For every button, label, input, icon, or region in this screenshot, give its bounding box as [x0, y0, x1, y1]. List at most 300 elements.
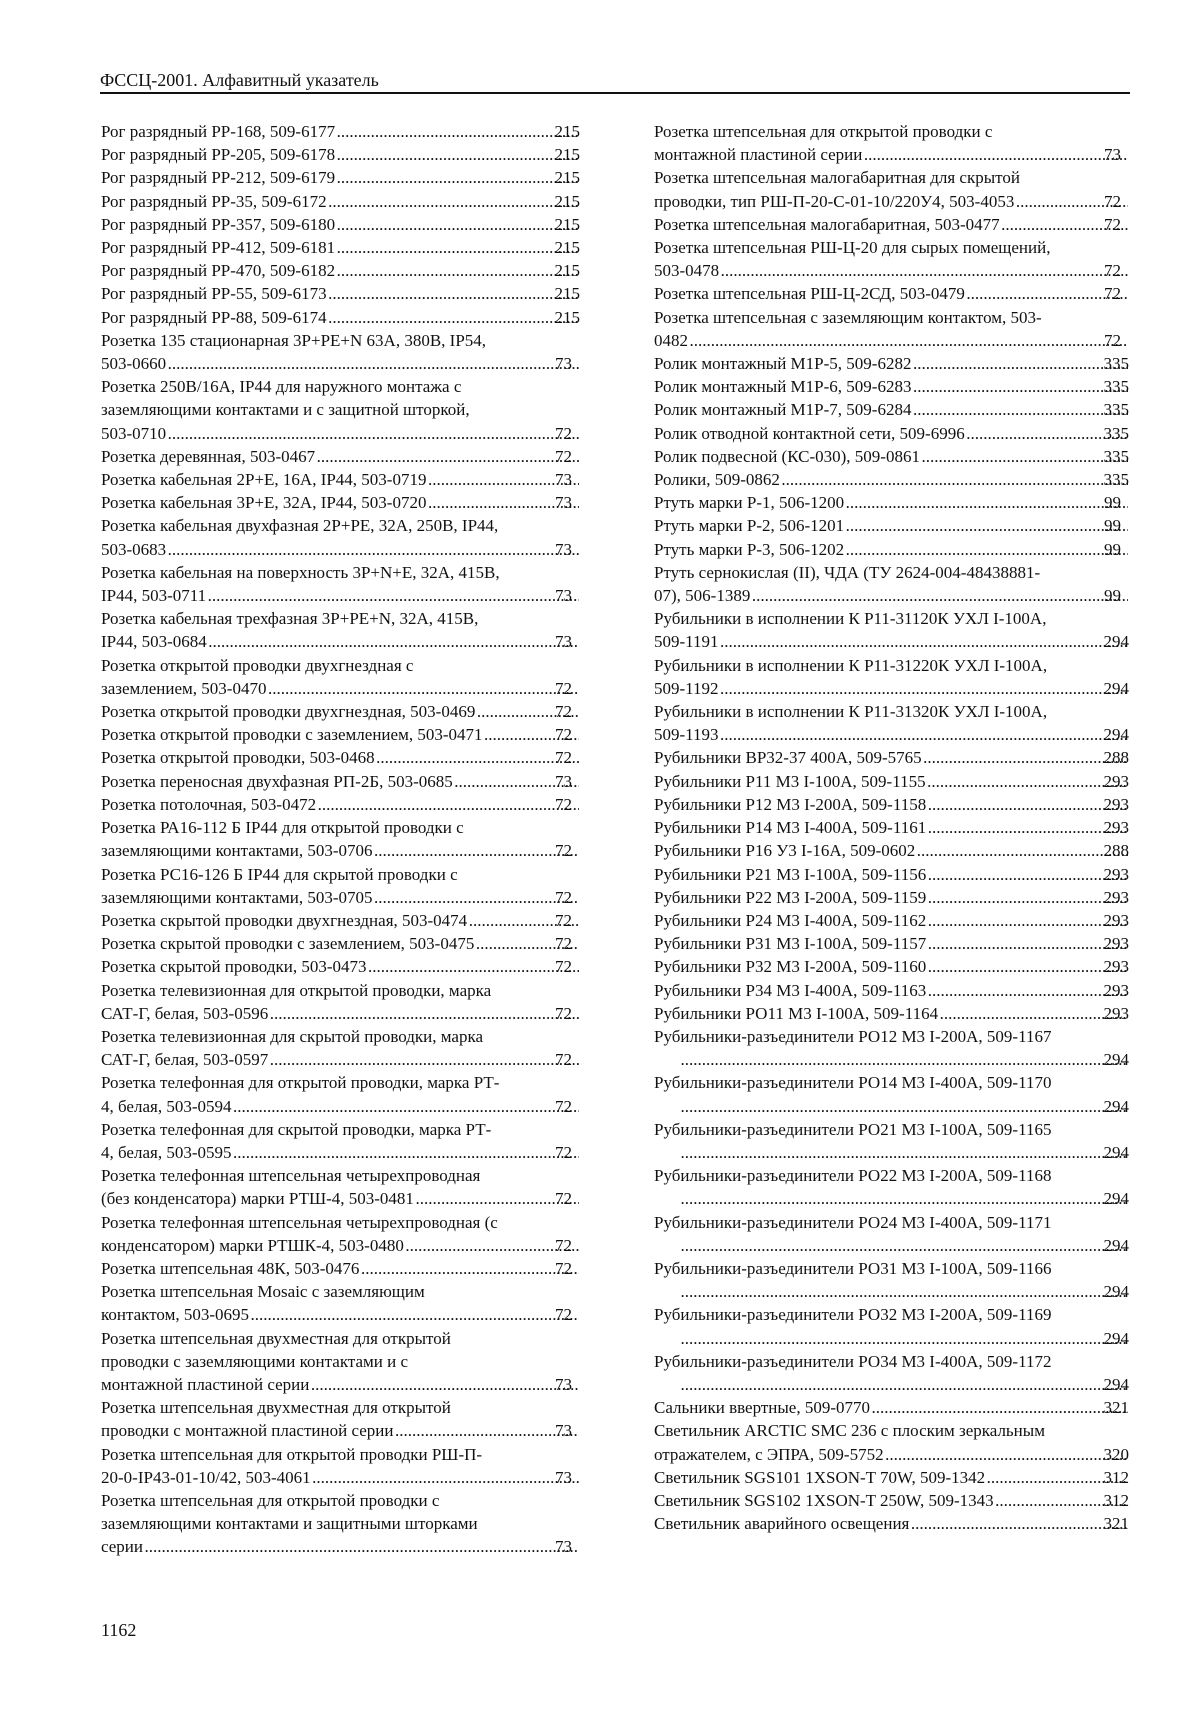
dot-leader [310, 1373, 579, 1396]
entry-last-line [679, 1327, 1129, 1350]
index-entry [101, 166, 580, 189]
dot-leader [317, 793, 579, 816]
dot-leader [927, 909, 1127, 932]
entry-last-line [654, 375, 1129, 398]
entry-text: Ролик монтажный М1Р-6, 509-6283 [654, 377, 912, 397]
dot-leader [927, 932, 1127, 955]
index-entry [654, 1350, 1129, 1396]
index-entry [654, 816, 1129, 839]
entry-last-line [654, 932, 1129, 955]
entry-last-line: Ртуть марки Р-1, 506-1200 ..... 99 [679, 491, 1129, 514]
page-number: 1162 [101, 1620, 137, 1640]
entry-text: Розетка скрытой проводки двухгнездная, 503-0474 [101, 910, 468, 930]
index-entry [654, 514, 1129, 537]
entry-text: 509-1191 [654, 632, 719, 652]
entry-text-line: Рубильники-разъединители РО34 М3 I-400А, 509-1172 [654, 1351, 1052, 1371]
dot-leader [144, 1535, 579, 1558]
entry-text-line: Светильник ARCTIC SMC 236 с плоским зеркальным [654, 1421, 1045, 1441]
index-entry [654, 839, 1129, 862]
entry-page-ref: 293 [1103, 1003, 1129, 1023]
entry-text: IP44, 503-0684 [101, 632, 207, 652]
dot-leader [845, 491, 1128, 514]
entry-text: Ртуть марки Р-3, 506-1202 [654, 539, 845, 559]
entry-page-ref: 294 [1103, 1096, 1129, 1116]
entry-page-ref: 321 [1103, 1514, 1129, 1534]
entry-last-line: заземляющими контактами, 503-0706 ..... 72 [126, 839, 580, 862]
entry-page-ref: 288 [1103, 748, 1129, 768]
entry-page-ref: 293 [1103, 794, 1129, 814]
entry-page-ref: 335 [1103, 470, 1129, 490]
entry-text-line: Розетка штепсельная для открытой проводки с [654, 122, 993, 141]
entry-last-line: контактом, 503-0695 ..... 72 [126, 1303, 580, 1326]
entry-last-line: проводки, тип РШ-П-20-С-01-10/220У4, 503-4053 ..... 72 [679, 190, 1129, 213]
dot-leader [720, 630, 1128, 653]
index-entry [101, 654, 580, 700]
entry-text-line: Розетка телефонная для открытой проводки, марка РТ- [101, 1073, 500, 1093]
entry-last-line [654, 909, 1129, 932]
entry-page-ref: 312 [1103, 1467, 1129, 1487]
entry-page-ref: 294 [1103, 1374, 1129, 1394]
entry-page-ref: 293 [1103, 771, 1129, 791]
dot-leader [316, 445, 579, 468]
entry-text-line: Розетка телевизионная для скрытой проводки, марка [101, 1026, 484, 1046]
entry-last-line [101, 306, 580, 329]
dot-leader [916, 839, 1127, 862]
entry-last-line: 07), 506-1389 ..... 99 [679, 584, 1129, 607]
entry-page-ref: 294 [1103, 1189, 1129, 1209]
entry-page-ref: 294 [1103, 1142, 1129, 1162]
index-entry [654, 1071, 1129, 1117]
entry-text: контактом, 503-0695 [101, 1305, 250, 1325]
index-entry [654, 1303, 1129, 1349]
entry-page-ref: 293 [1103, 934, 1129, 954]
entry-page-ref: 335 [1103, 377, 1129, 397]
entry-text: 503-0478 [654, 261, 720, 281]
entry-text: 503-0683 [101, 539, 167, 559]
index-entry [101, 700, 580, 723]
entry-page-ref: 293 [1103, 864, 1129, 884]
index-entry [654, 1512, 1129, 1535]
entry-text-line: Розетка штепсельная Mosaic с заземляющим [101, 1282, 425, 1302]
index-entry [101, 816, 580, 862]
entry-text-line: Рубильники-разъединители РО14 М3 I-400А, 509-1170 [654, 1073, 1052, 1093]
entry-text: Рубильники Р16 У3 I-16А, 509-0602 [654, 841, 916, 861]
entry-last-line [654, 1396, 1129, 1419]
entry-last-line [654, 1466, 1129, 1489]
entry-text: Ролики, 509-0862 [654, 470, 780, 490]
dot-leader [312, 1466, 579, 1489]
entry-text: Ролик монтажный М1Р-7, 509-6284 [654, 400, 912, 420]
dot-leader [927, 770, 1128, 793]
entry-page-ref: 215 [554, 307, 580, 327]
entry-text: Розетка штепсельная 48К, 503-0476 [101, 1258, 360, 1278]
entry-text: Розетка открытой проводки двухгнездная, 503-0469 [101, 702, 476, 722]
dot-leader [336, 259, 578, 282]
dot-leader [336, 166, 578, 189]
entry-page-ref: 294 [1103, 725, 1129, 745]
entry-text: Розетка потолочная, 503-0472 [101, 794, 317, 814]
dot-leader [912, 375, 1127, 398]
entry-last-line: 0482 ..... 72 [679, 329, 1129, 352]
index-entry [101, 909, 580, 932]
dot-leader [680, 1280, 1128, 1303]
entry-last-line [654, 863, 1129, 886]
entry-last-line [654, 770, 1129, 793]
entry-last-line [101, 236, 580, 259]
index-entry [101, 1164, 580, 1210]
entry-last-line: 4, белая, 503-0595 ..... 72 [126, 1141, 580, 1164]
entry-page-ref: 215 [554, 168, 580, 188]
entry-text: 4, белая, 503-0594 [101, 1096, 232, 1116]
entry-last-line [101, 282, 580, 305]
entry-page-ref: 293 [1103, 818, 1129, 838]
dot-leader [923, 746, 1128, 769]
entry-last-line: монтажной пластиной серии ..... 73 [679, 143, 1129, 166]
entry-last-line [101, 213, 580, 236]
dot-leader [394, 1419, 579, 1442]
entry-last-line: конденсатором) марки РТШК-4, 503-0480 ..... 72 [126, 1234, 580, 1257]
index-entry [101, 1443, 580, 1489]
dot-leader [912, 352, 1127, 375]
entry-last-line: проводки с монтажной пластиной серии ..... 73 [126, 1419, 580, 1442]
dot-leader [336, 236, 578, 259]
dot-leader [405, 1234, 579, 1257]
index-entry [101, 1118, 580, 1164]
dot-leader [751, 584, 1128, 607]
index-entry [101, 770, 580, 793]
running-header: ФССЦ-2001. Алфавитный указатель [100, 70, 1130, 94]
entry-text: конденсатором) марки РТШК-4, 503-0480 [101, 1235, 404, 1255]
entry-page-ref: 293 [1103, 887, 1129, 907]
dot-leader [720, 723, 1128, 746]
entry-page-ref: 335 [1103, 446, 1129, 466]
index-entry [654, 955, 1129, 978]
entry-text-line: Розетка штепсельная двухместная для открытой [101, 1328, 451, 1348]
index-entry [101, 979, 580, 1025]
entry-last-line: заземляющими контактами, 503-0705 ..... 72 [126, 886, 580, 909]
dot-leader [680, 1095, 1128, 1118]
entry-text: Розетка открытой проводки с заземлением, 503-0471 [101, 725, 483, 745]
index-entry [654, 468, 1129, 491]
dot-leader [927, 863, 1127, 886]
index-entry [101, 863, 580, 909]
entry-text: 0482 [654, 330, 688, 350]
entry-last-line [654, 352, 1129, 375]
index-entry [101, 259, 580, 282]
index-entry [101, 213, 580, 236]
entry-last-line: Розетка переносная двухфазная РП-2Б, 503-0685 ..... 73 [126, 770, 580, 793]
entry-last-line: Розетка открытой проводки, 503-0468 ..... 72 [126, 746, 580, 769]
entry-page-ref: 215 [554, 191, 580, 211]
dot-leader [336, 120, 578, 143]
entry-last-line: Розетка кабельная 3Р+Е, 32А, IP44, 503-0720 ..... 73 [126, 491, 580, 514]
dot-leader [367, 955, 579, 978]
dot-leader [927, 816, 1127, 839]
index-entry [654, 306, 1129, 352]
entry-page-ref: 294 [1103, 1235, 1129, 1255]
entry-text-line: проводки с заземляющими контактами и с [101, 1351, 409, 1371]
index-entry [654, 352, 1129, 375]
entry-text: Рог разрядный РР-168, 509-6177 [101, 122, 336, 141]
index-column-right [654, 120, 1129, 1535]
entry-last-line: Розетка скрытой проводки, 503-0473 ..... 72 [126, 955, 580, 978]
entry-text: отражателем, с ЭПРА, 509-5752 [654, 1444, 884, 1464]
entry-page-ref: 335 [1103, 354, 1129, 374]
dot-leader [336, 213, 578, 236]
index-entry [654, 793, 1129, 816]
entry-text-line: Рубильники-разъединители РО32 М3 I-200А, 509-1169 [654, 1305, 1052, 1325]
dot-leader [927, 793, 1127, 816]
dot-leader [689, 329, 1128, 352]
index-entry [101, 1327, 580, 1397]
dot-leader [680, 1187, 1128, 1210]
index-entry [654, 491, 1129, 514]
entry-text-line: заземляющими контактами и с защитной шторкой, [101, 400, 470, 420]
entry-last-line: Розетка скрытой проводки двухгнездная, 503-0474 ..... 72 [126, 909, 580, 932]
entry-page-ref: 321 [1103, 1398, 1129, 1418]
entry-last-line: 503-0710 ..... 72 [126, 422, 580, 445]
entry-text-line: Розетка штепсельная с заземляющим контактом, 503- [654, 307, 1042, 327]
index-entry [101, 1396, 580, 1442]
dot-leader [781, 468, 1128, 491]
entry-text: Ролик отводной контактной сети, 509-6996 [654, 423, 965, 443]
entry-page-ref: 215 [554, 261, 580, 281]
index-entry [654, 375, 1129, 398]
index-entry [654, 422, 1129, 445]
entry-last-line: Розетка открытой проводки двухгнездная, 503-0469 ..... 72 [126, 700, 580, 723]
index-entry [101, 143, 580, 166]
index-entry [101, 120, 580, 143]
dot-leader [885, 1443, 1128, 1466]
entry-text: заземлением, 503-0470 [101, 678, 267, 698]
entry-text-line: Розетка кабельная на поверхность 3Р+N+E, 32А, 415В, [101, 562, 500, 582]
entry-text: Розетка скрытой проводки с заземлением, 503-0475 [101, 934, 475, 954]
index-entry [654, 561, 1129, 607]
entry-last-line: Розетка скрытой проводки с заземлением, 503-0475 ..... 72 [126, 932, 580, 955]
entry-last-line [679, 1373, 1129, 1396]
dot-leader [232, 1141, 579, 1164]
entry-text: Рог разрядный РР-35, 509-6172 [101, 191, 327, 211]
entry-last-line: монтажной пластиной серии ..... 73 [126, 1373, 580, 1396]
entry-text: 07), 506-1389 [654, 586, 751, 606]
entry-last-line [101, 120, 580, 143]
index-entry [101, 514, 580, 560]
dot-leader [269, 1002, 579, 1025]
index-entry [101, 236, 580, 259]
entry-text-line: Розетка 135 стационарная 3Р+РЕ+N 63А, 380В, IP54, [101, 330, 487, 350]
entry-text: Розетка штепсельная малогабаритная, 503-0477 [654, 214, 1000, 234]
index-column-left [101, 120, 580, 1559]
entry-text: Рубильники Р24 М3 I-400А, 509-1162 [654, 910, 927, 930]
index-entry [654, 932, 1129, 955]
entry-last-line [679, 1234, 1129, 1257]
entry-text: Рубильники ВР32-37 400А, 509-5765 [654, 748, 922, 768]
entry-text-line: Розетка РС16-126 Б IP44 для скрытой проводки с [101, 864, 458, 884]
entry-text: заземляющими контактами, 503-0705 [101, 887, 373, 907]
entry-text: Рог разрядный РР-205, 509-6178 [101, 145, 336, 165]
index-entry [654, 1164, 1129, 1210]
entry-last-line [654, 1443, 1129, 1466]
entry-last-line: Розетка открытой проводки с заземлением, 503-0471 ..... 72 [126, 723, 580, 746]
entry-last-line [654, 677, 1129, 700]
entry-text: проводки с монтажной пластиной серии [101, 1421, 394, 1441]
entry-last-line [679, 1048, 1129, 1071]
entry-text: Сальники ввертные, 509-0770 [654, 1398, 871, 1418]
index-entry [654, 607, 1129, 653]
entry-last-line [654, 723, 1129, 746]
dot-leader [336, 143, 578, 166]
entry-text: САТ-Г, белая, 503-0596 [101, 1003, 269, 1023]
entry-last-line [654, 955, 1129, 978]
entry-last-line [679, 1280, 1129, 1303]
index-entry [654, 445, 1129, 468]
entry-last-line [679, 1095, 1129, 1118]
index-entry [654, 909, 1129, 932]
entry-last-line [654, 398, 1129, 421]
dot-leader [167, 352, 579, 375]
index-entry [101, 746, 580, 769]
entry-text-line: Рубильники в исполнении К Р11-31120К УХЛ I-100А, [654, 609, 1047, 629]
entry-page-ref: 294 [1103, 1050, 1129, 1070]
entry-last-line: серии ..... 73 [126, 1535, 580, 1558]
entry-last-line: Розетка штепсельная малогабаритная, 503-0477 ..... 72 [679, 213, 1129, 236]
entry-text: Рубильники Р34 М3 I-400А, 509-1163 [654, 980, 927, 1000]
entry-text-line: Рубильники-разъединители РО24 М3 I-400А, 509-1171 [654, 1212, 1052, 1232]
entry-last-line: 20-0-IP43-01-10/42, 503-4061 ..... 73 [126, 1466, 580, 1489]
entry-page-ref: 294 [1103, 1328, 1129, 1348]
entry-text: Розетка переносная двухфазная РП-2Б, 503-0685 [101, 771, 453, 791]
entry-page-ref: 293 [1103, 910, 1129, 930]
dot-leader [720, 677, 1128, 700]
dot-leader [939, 1002, 1127, 1025]
entry-text-line: Розетка 250В/16А, IP44 для наружного монтажа с [101, 377, 462, 397]
dot-leader [680, 1048, 1128, 1071]
dot-leader [927, 979, 1127, 1002]
entry-text: Светильник SGS102 1XSON-T 250W, 509-1343 [654, 1490, 994, 1510]
dot-leader [910, 1512, 1127, 1535]
entry-text: САТ-Г, белая, 503-0597 [101, 1050, 269, 1070]
entry-page-ref: 215 [554, 214, 580, 234]
entry-text: IP44, 503-0711 [101, 586, 207, 606]
index-entry [101, 1489, 580, 1559]
entry-text: 503-0710 [101, 423, 167, 443]
index-entry [101, 375, 580, 445]
index-entry [654, 1396, 1129, 1419]
index-entry [101, 955, 580, 978]
index-entry [654, 236, 1129, 282]
entry-page-ref: 293 [1103, 957, 1129, 977]
dot-leader [167, 422, 579, 445]
entry-last-line: Розетка кабельная 2Р+Е, 16А, IP44, 503-0719 ..... 73 [126, 468, 580, 491]
index-entry [654, 1257, 1129, 1303]
entry-text: Рог разрядный РР-470, 509-6182 [101, 261, 336, 281]
entry-last-line [654, 468, 1129, 491]
entry-text-line: Розетка телефонная штепсельная четырехпроводная [101, 1166, 481, 1186]
index-entry [654, 770, 1129, 793]
index-entry [654, 282, 1129, 305]
entry-text: Рубильники Р31 М3 I-100А, 509-1157 [654, 934, 927, 954]
entry-text-line: Рубильники-разъединители РО22 М3 I-200А, 509-1168 [654, 1166, 1052, 1186]
index-entry [654, 979, 1129, 1002]
dot-leader [360, 1257, 579, 1280]
entry-text-line: Рубильники в исполнении К Р11-31220К УХЛ I-100А, [654, 655, 1048, 675]
entry-text-line: Розетка телефонная штепсельная четырехпроводная (с [101, 1212, 498, 1232]
entry-last-line [654, 630, 1129, 653]
entry-text: 20-0-IP43-01-10/42, 503-4061 [101, 1467, 311, 1487]
dot-leader [208, 630, 579, 653]
index-entry [654, 1025, 1129, 1071]
index-entry [654, 654, 1129, 700]
index-entry [101, 561, 580, 607]
dot-leader [167, 538, 579, 561]
entry-last-line: Ртуть марки Р-2, 506-1201 ..... 99 [679, 514, 1129, 537]
entry-text: монтажной пластиной серии [101, 1374, 310, 1394]
entry-last-line: Розетка деревянная, 503-0467 ..... 72 [126, 445, 580, 468]
entry-page-ref: 294 [1103, 678, 1129, 698]
entry-last-line [654, 816, 1129, 839]
entry-text: Рубильники РО11 М3 I-100А, 509-1164 [654, 1003, 939, 1023]
dot-leader [921, 445, 1128, 468]
entry-page-ref: 215 [554, 284, 580, 304]
entry-text: 4, белая, 503-0595 [101, 1142, 232, 1162]
dot-leader [269, 1048, 579, 1071]
entry-text: Рог разрядный РР-55, 509-6173 [101, 284, 327, 304]
entry-text-line: Розетка РА16-112 Б IP44 для открытой проводки с [101, 818, 464, 838]
dot-leader [232, 1095, 579, 1118]
index-entry [101, 793, 580, 816]
entry-last-line [654, 1002, 1129, 1025]
index-entry [101, 468, 580, 491]
dot-leader [871, 1396, 1127, 1419]
index-entry [101, 1025, 580, 1071]
entry-text: проводки, тип РШ-П-20-С-01-10/220У4, 503-4053 [654, 191, 1015, 211]
entry-last-line [101, 259, 580, 282]
entry-text: Рубильники Р11 М3 I-100А, 509-1155 [654, 771, 926, 791]
index-entry [654, 398, 1129, 421]
entry-text: серии [101, 1537, 143, 1557]
entry-text-line: Розетка телефонная для скрытой проводки, марка РТ- [101, 1119, 492, 1139]
entry-page-ref: 215 [554, 122, 580, 141]
dot-leader [927, 886, 1127, 909]
entry-text-line: Розетка штепсельная малогабаритная для скрытой [654, 168, 1020, 188]
entry-text: Розетка штепсельная РШ-Ц-2СД, 503-0479 [654, 284, 965, 304]
index-entry [101, 282, 580, 305]
index-entry [654, 886, 1129, 909]
index-entry [654, 538, 1129, 561]
entry-last-line [679, 1187, 1129, 1210]
entry-text-line: Розетка штепсельная РШ-Ц-20 для сырых помещений, [654, 238, 1051, 258]
entry-page-ref: 294 [1103, 1282, 1129, 1302]
index-entry [654, 1002, 1129, 1025]
entry-text: Рог разрядный РР-88, 509-6174 [101, 307, 327, 327]
dot-leader [863, 143, 1128, 166]
entry-text-line: Розетка телевизионная для открытой проводки, марка [101, 980, 492, 1000]
entry-text: 509-1193 [654, 725, 719, 745]
entry-last-line: заземлением, 503-0470 ..... 72 [126, 677, 580, 700]
entry-text-line: Ртуть сернокислая (II), ЧДА (ТУ 2624-004-48438881- [654, 562, 1041, 582]
entry-page-ref: 288 [1103, 841, 1129, 861]
entry-text: Рубильники Р14 М3 I-400А, 509-1161 [654, 818, 927, 838]
dot-leader [328, 190, 579, 213]
entry-text: заземляющими контактами, 503-0706 [101, 841, 373, 861]
entry-last-line: (без конденсатора) марки РТШ-4, 503-0481 ..... 72 [126, 1187, 580, 1210]
entry-page-ref: 320 [1103, 1444, 1129, 1464]
entry-text: монтажной пластиной серии [654, 145, 863, 165]
entry-last-line: 4, белая, 503-0594 ..... 72 [126, 1095, 580, 1118]
index-entry [654, 863, 1129, 886]
entry-last-line: Розетка штепсельная РШ-Ц-2СД, 503-0479 ..... 72 [679, 282, 1129, 305]
entry-text: Ролик подвесной (КС-030), 509-0861 [654, 446, 920, 466]
